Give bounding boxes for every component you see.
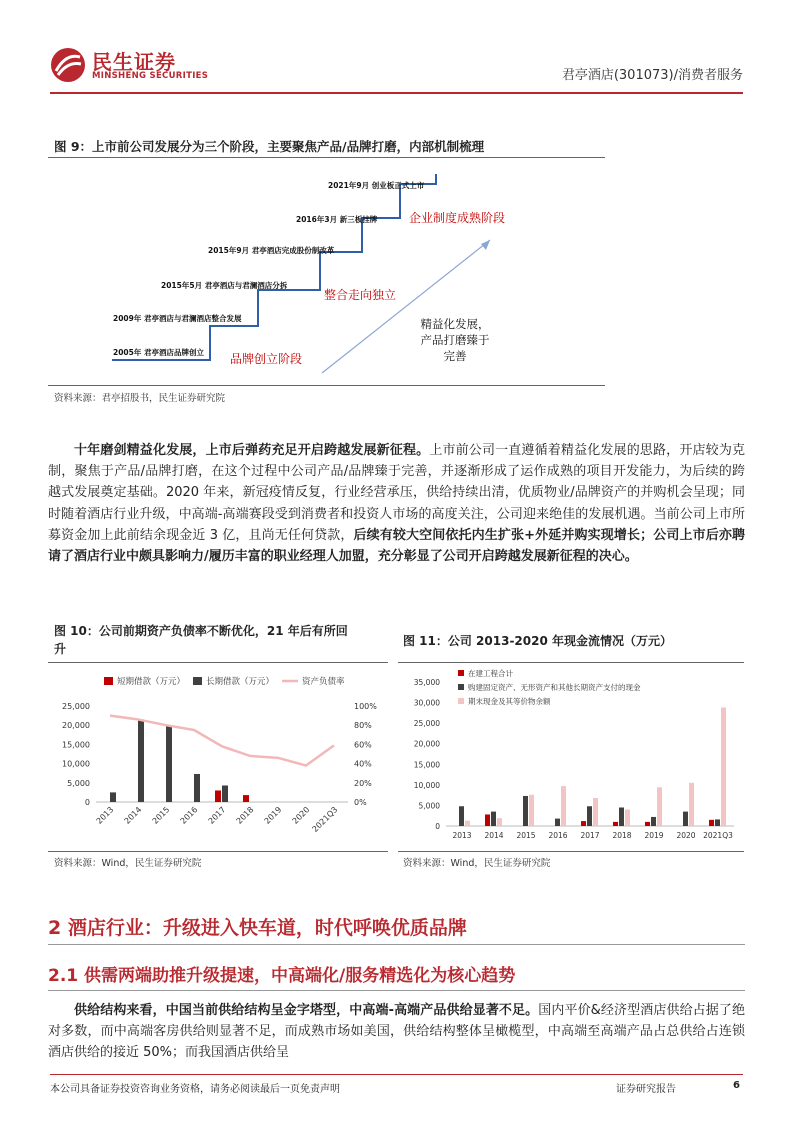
y2-tick-label: 40% [354, 759, 372, 769]
figure9-top-rule [48, 157, 605, 158]
bar-short-loan [243, 795, 249, 802]
footer-report-type: 证券研究报告 [616, 1084, 676, 1095]
minsheng-logo-icon [50, 47, 86, 83]
bar-cash-balance [465, 821, 470, 826]
bar-cash-balance [593, 798, 598, 826]
paragraph-supply: 供给结构来看，中国当前供给结构呈金字塔型，中高端-高端产品供给显著不足。国内平价&经济型酒店供给占据了绝对多数，而中高端客房供给则显著不足，而成熟市场如美国，供给结构整体呈橄榄型，中高端至高端产品占总供给占连锁酒店供给的接近 50%；而我国酒店供给呈 [48, 1003, 745, 1061]
paragraph-development: 十年磨剑精益化发展，上市后弹药充足开启跨越发展新征程。上市前公司一直遵循着精益化发展的思路，开店较为克制，聚焦于产品/品牌打磨，在这个过程中公司产品/品牌臻于完善，并逐渐形成了运作成熟的项目开发能力，为后续的跨越式发展奠定基础。2020 年来，新冠疫情反复，行业经营承压，供给持续出清，优质物业/品牌资产的并购机会呈现；同时随着酒店行业升级，中高端-高端赛段受到消费者和投资人市场的高度关注，公司迎来绝佳的发展机遇。当前公司上市所募资金加上此前结余现金近 3 亿，且尚无任何贷款，后续有较大空间依托内生扩张+外延并购实现增长；公司上市后亦聘请了酒店行业中颇具影响力/履历丰富的职业经理人加盟，充分彰显了公司开启跨越发展新征程的决心。 [48, 443, 745, 565]
legend-label: 短期借款（万元） [117, 677, 186, 687]
figure10-top-rule [48, 662, 388, 663]
bar-construction [709, 820, 714, 826]
figure10-source: 资料来源：Wind，民生证券研究院 [54, 858, 202, 869]
y-tick-label: 30,000 [413, 698, 440, 708]
legend-label: 资产负债率 [302, 677, 345, 687]
chart-debt-ratio [48, 666, 388, 848]
stage-integration: 整合走向独立 [324, 288, 397, 302]
bar-long-loan [194, 774, 200, 802]
section-2-1-rule [48, 990, 745, 991]
stage-note: 精益化发展， 产品打磨臻于 完善 [420, 317, 490, 363]
bar-capex [619, 807, 624, 826]
figure9-source: 资料来源：君亭招股书，民生证券研究院 [54, 393, 226, 404]
bar-capex [587, 806, 592, 826]
x-tick-label: 2014 [484, 831, 504, 840]
section-2-1-title: 2.1 供需两端助推升级提速，中高端化/服务精选化为核心趋势 [48, 966, 516, 986]
step-2021-09: 2021年9月 创业板正式上市 [328, 181, 425, 190]
header-rule [50, 92, 743, 94]
y-tick-label: 20,000 [62, 721, 90, 731]
chart-cash-flow [398, 666, 744, 848]
bar-capex [523, 796, 528, 826]
y-tick-label: 35,000 [413, 678, 440, 687]
x-tick-label: 2019 [644, 831, 664, 840]
step-2015-09: 2015年9月 君亭酒店完成股份制改革 [208, 246, 335, 255]
stage-mature-system: 企业制度成熟阶段 [409, 211, 506, 225]
bar-cash-balance [561, 786, 566, 826]
x-tick-label: 2021Q3 [703, 831, 733, 840]
y2-tick-label: 20% [354, 778, 372, 788]
y-tick-label: 5,000 [67, 778, 90, 788]
bar-cash-balance [625, 810, 630, 826]
figure11-source: 资料来源：Wind，民生证券研究院 [403, 858, 551, 869]
bar-cash-balance [657, 787, 662, 826]
step-2005: 2005年 君亭酒店品牌创立 [113, 348, 204, 357]
y-tick-label: 15,000 [413, 760, 440, 770]
x-tick-label: 2013 [94, 805, 116, 826]
bar-cash-balance [497, 818, 502, 826]
x-tick-label: 2015 [150, 805, 172, 826]
x-tick-label: 2021Q3 [310, 805, 340, 834]
legend-label: 在建工程合计 [468, 669, 513, 678]
y-tick-label: 10,000 [413, 780, 440, 790]
y2-tick-label: 60% [354, 740, 372, 750]
logo-name-en: MINSHENG SECURITIES [92, 71, 209, 81]
stage-brand-founding: 品牌创立阶段 [230, 352, 303, 366]
legend-label: 期末现金及其等价物余额 [468, 697, 551, 706]
bar-construction [645, 822, 650, 826]
bar-construction [485, 814, 490, 826]
figure11-title: 图 11：公司 2013-2020 年现金流情况（万元） [403, 634, 673, 648]
y2-tick-label: 80% [354, 721, 372, 731]
x-tick-label: 2014 [122, 805, 144, 826]
bar-long-loan [222, 785, 228, 802]
y2-tick-label: 100% [354, 702, 377, 711]
legend-swatch [104, 677, 113, 685]
bar-capex [555, 819, 560, 826]
x-tick-label: 2013 [452, 831, 472, 840]
figure10-title: 图 10：公司前期资产负债率不断优化，21 年后有所回 升 [54, 624, 348, 656]
legend-swatch [458, 670, 464, 676]
y-tick-label: 10,000 [62, 759, 90, 769]
footer-disclaimer: 本公司具备证券投资咨询业务资格，请务必阅读最后一页免责声明 [50, 1084, 340, 1095]
staircase-line [112, 174, 436, 360]
report-subject: 君亭酒店(301073)/消费者服务 [561, 68, 743, 83]
legend-swatch [458, 698, 464, 704]
legend-swatch [458, 684, 464, 690]
section-2-rule [48, 944, 745, 945]
y-tick-label: 25,000 [413, 719, 440, 729]
y-tick-label: 25,000 [62, 702, 90, 711]
figure9-title: 图 9：上市前公司发展分为三个阶段，主要聚焦产品/品牌打磨，内部机制梳理 [54, 139, 485, 154]
bar-capex [491, 812, 496, 826]
x-tick-label: 2020 [676, 831, 696, 840]
y-tick-label: 5,000 [418, 801, 440, 811]
y-tick-label: 20,000 [413, 739, 440, 749]
y-tick-label: 0 [435, 822, 440, 831]
bar-construction [581, 821, 586, 826]
bar-cash-balance [721, 708, 726, 826]
x-tick-label: 2019 [262, 805, 284, 826]
figure11-bottom-rule [398, 851, 744, 852]
legend-label: 购建固定资产、无形资产和其他长期资产支付的现金 [468, 683, 641, 692]
step-2016-03: 2016年3月 新三板挂牌 [296, 215, 378, 224]
footer-rule [50, 1074, 743, 1075]
x-tick-label: 2016 [548, 831, 568, 840]
step-2015-05: 2015年5月 君亭酒店与君澜酒店分拆 [161, 281, 288, 290]
figure11-top-rule [398, 662, 744, 663]
y-tick-label: 15,000 [62, 740, 90, 750]
bar-cash-balance [689, 783, 694, 826]
bar-long-loan [138, 719, 144, 802]
step-2009: 2009年 君亭酒店与君澜酒店整合发展 [113, 314, 242, 323]
logo-name-cn: 民生证券 [92, 50, 176, 74]
y-tick-label: 0 [84, 798, 90, 807]
bar-capex [651, 817, 656, 826]
footer-page-number: 6 [733, 1080, 740, 1091]
bar-short-loan [215, 790, 221, 802]
x-tick-label: 2020 [290, 805, 312, 826]
x-tick-label: 2015 [516, 831, 536, 840]
bar-long-loan [166, 726, 172, 802]
y2-tick-label: 0% [354, 798, 367, 807]
x-tick-label: 2016 [178, 805, 200, 826]
bar-capex [715, 819, 720, 826]
x-tick-label: 2018 [234, 805, 256, 826]
trend-arrow-head [481, 240, 490, 250]
bar-construction [613, 822, 618, 826]
x-tick-label: 2018 [612, 831, 632, 840]
figure9-bottom-rule [48, 385, 605, 386]
section-2-title: 2 酒店行业：升级进入快车道，时代呼唤优质品牌 [48, 917, 467, 939]
legend-label: 长期借款（万元） [206, 677, 275, 687]
x-tick-label: 2017 [580, 831, 600, 840]
legend-swatch [193, 677, 202, 685]
bar-capex [459, 806, 464, 826]
bar-capex [683, 812, 688, 826]
bar-long-loan [110, 792, 116, 802]
bar-cash-balance [529, 795, 534, 826]
figure10-bottom-rule [48, 851, 388, 852]
x-tick-label: 2017 [206, 805, 228, 826]
